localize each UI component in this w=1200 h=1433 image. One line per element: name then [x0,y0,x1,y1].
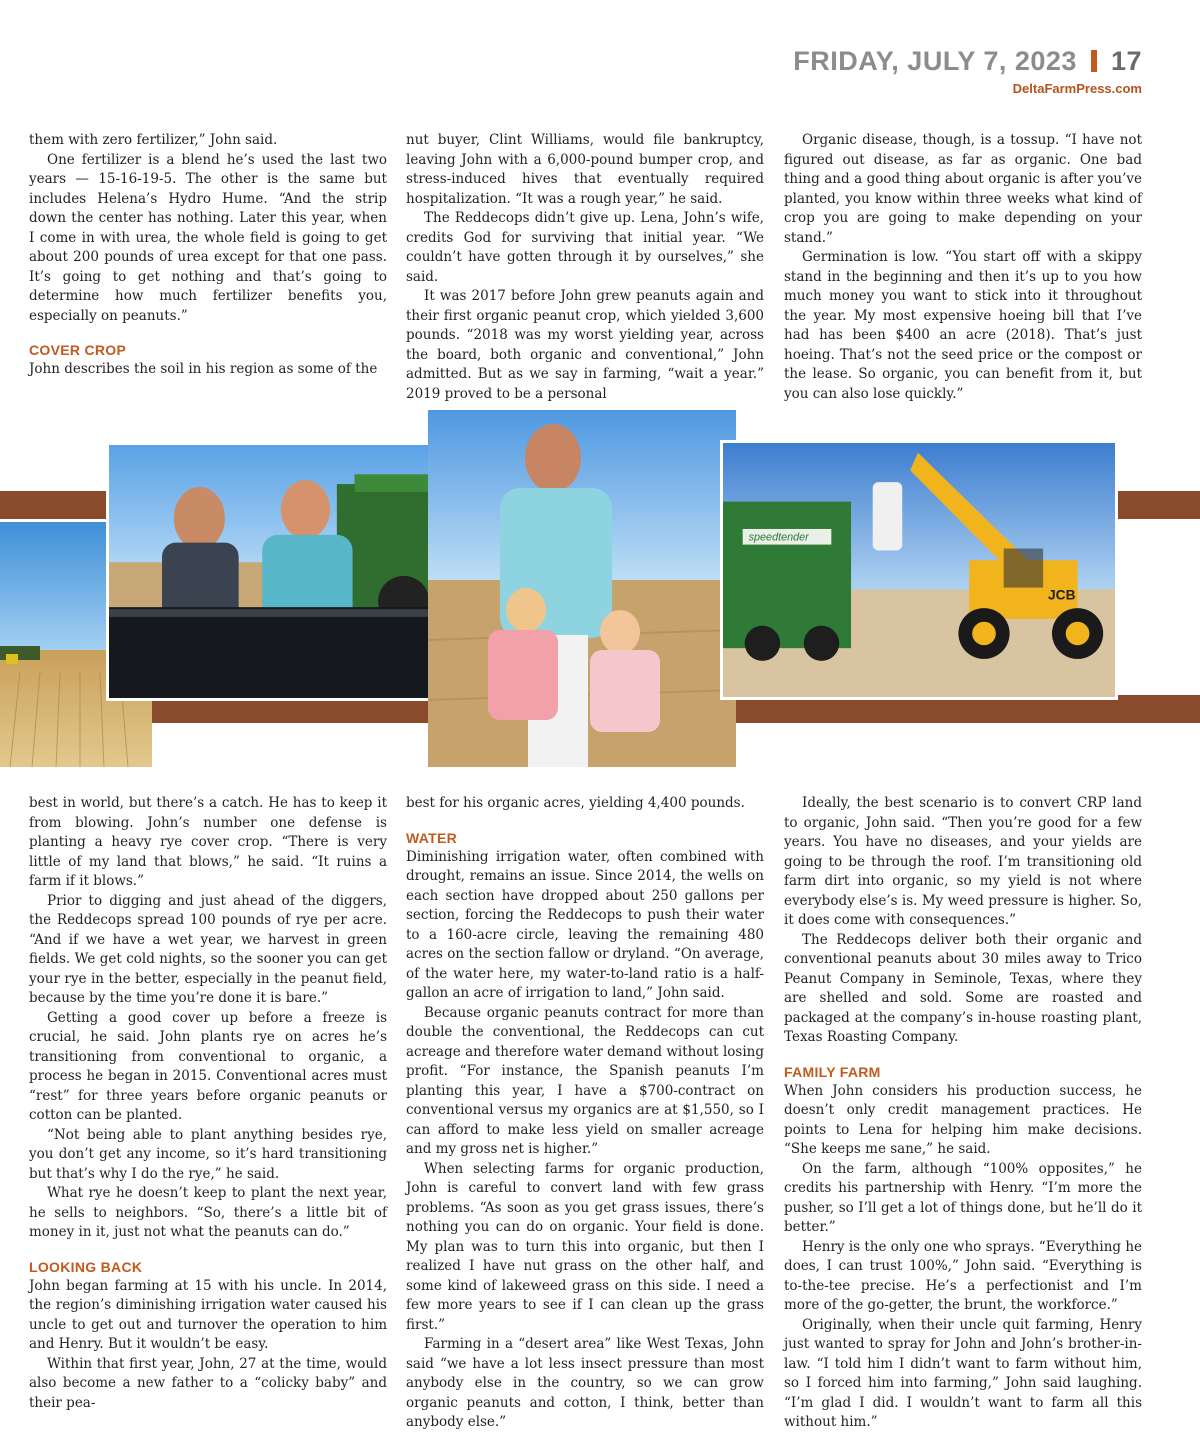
bottom-column-2 [406,794,764,1433]
paragraph: nut buyer, Clint Williams, would file bankruptcy, leaving John with a 6,000-pound bumper crop, and stress-induced hives that eventually required hospitalization. “It was a rough year,” he said. [406,132,764,207]
paragraph: It was 2017 before John grew peanuts again and their first organic peanut crop, which yielded 3,600 pounds. “2018 was my worst yielding year, across the board, both organic and conventional,” John admitted. But as we say in farming, “wait a year.” 2019 proved to be a personal [406,288,764,402]
telehandler-photo [720,440,1118,700]
bottom-column-1 [29,794,387,1413]
top-column-1 [29,131,387,380]
tender-logo-text: speedtender [748,531,809,544]
paragraph: Diminishing irrigation water, often combined with drought, remains an issue. Since 2014, the wells on each section have dropped about 250 gallons per section, forcing the Reddecops to push their water to a 160-acre circle, leaving the remaining 480 acres on the section fallow or dryland. “On average, of the water here, my water-to-land ratio is a half-gallon an acre of irrigation to land,” John said. [406,848,764,1001]
paragraph: One fertilizer is a blend he’s used the last two years — 15-16-19-5. The other is the same but includes Helena’s Hydro Hume. “And the strip down the center has nothing. Later this year, when I come in with urea, the whole field is going to get about 200 pounds of urea except for that one pass. It’s going to get nothing and that’s going to determine how much fertilizer benefits you, especially on peanuts.” [29,151,387,324]
paragraph: When John considers his production success, he doesn’t only credit management practices. He points to Lena for helping him make decisions. “She keeps me sane,” he said. [784,1082,1142,1157]
paragraph: Within that first year, John, 27 at the time, would also become a new father to a “colicky baby” and their pea- [29,1355,387,1411]
page-number: 17 [1110,46,1142,76]
paragraph: What rye he doesn’t keep to plant the next year, he sells to neighbors. “So, there’s a little bit of money in it, just not what the peanuts can do.” [29,1185,387,1240]
paragraph: Prior to digging and just ahead of the diggers, the Reddecops spread 100 pounds of rye per acre. “And if we have a wet year, we harvest in green fields. We get cold nights, so the sooner you can get your rye in the better, especially in the peanut field, because by the time you’re done it is bare.” [29,892,387,1006]
paragraph: “Not being able to plant anything besides rye, you don’t get any income, so it’s hard transitioning but that’s why I do the rye,” he said. [29,1126,387,1182]
paragraph: On the farm, although “100% opposites,” he credits his partnership with Henry. “I’m more the pusher, so I’ll get a lot of things done, but he’ll do it better.” [784,1160,1142,1235]
paragraph: Organic disease, though, is a tossup. “I have not figured out disease, as far as organic. One bad thing and a good thing about organic is after you’ve planted, you know within three weeks what kind of crop you are going to make depending on your stand.” [784,132,1142,246]
top-column-2 [406,131,764,404]
paragraph: Germination is low. “You start off with a skippy stand in the beginning and then it’s up to you how much money you want to stick into it throughout the year. My most expensive hoeing bill that I’ve had has been $400 an acre (2018). That’s just hoeing. That’s not the seed price or the compost or the lease. So organic, you can benefit from it, but you can also lose quickly.” [784,249,1142,402]
paragraph: Ideally, the best scenario is to convert CRP land to organic, John said. “Then you’re good for a few years. You have no diseases, and your yields are going to be through the roof. I’m transitioning old farm dirt into organic, so my yield is not where everybody else’s is. My weed pressure is higher. So, it does come with consequences.” [784,795,1142,928]
paragraph: Farming in a “desert area” like West Texas, John said “we have a lot less insect pressure than most anybody else in the country, so we can grow organic peanuts and cotton, I think, better than anybody else.” [406,1336,764,1430]
section-heading-looking-back: LOOKING BACK [29,1258,143,1275]
bottom-column-3 [784,794,1142,1433]
paragraph: them with zero fertilizer,” John said. [29,132,278,148]
paragraph: When selecting farms for organic production, John is careful to convert land with few grass problems. “As soon as you get grass issues, there’s nothing you can do on organic. Your field is done. My plan was to turn this into organic, but then I realized I have nut grass on the other half, and some kind of lakeweed grass on this side. I need a few more years to see if I can clean up the grass first.” [406,1160,764,1333]
section-heading-family-farm: FAMILY FARM [784,1063,881,1080]
paragraph: The Reddecops didn’t give up. Lena, John’s wife, credits God for surviving that initial year. “We couldn’t have gotten through it by ourselves,” she said. [406,210,764,285]
page-header [793,46,1142,96]
paragraph: The Reddecops deliver both their organic and conventional peanuts about 30 miles away to Trico Peanut Company in Seminole, Texas, where they are shelled and sold. Some are roasted and packaged at the company’s in-house roasting plant, Texas Roasting Company. [784,931,1142,1045]
site-url[interactable]: DeltaFarmPress.com [1012,81,1142,96]
paragraph: Because organic peanuts contract for more than double the conventional, the Reddecops can cut acreage and therefore water demand without losing profit. “For instance, the Spanish peanuts I’m planting this year, I have a $700-contract on conventional versus my organics are at $1,550, so I can afford to make less yield on smaller acreage and my gross net is higher.” [406,1004,764,1157]
section-heading-cover-crop: COVER CROP [29,342,127,358]
issue-date: FRIDAY, JULY 7, 2023 [793,46,1077,76]
two-men-photo [106,442,442,701]
paragraph: best for his organic acres, yielding 4,400 pounds. [406,795,745,811]
top-column-3 [784,131,1142,404]
paragraph: Getting a good cover up before a freeze is crucial, he said. John plants rye on acres he’s transitioning from conventional to organic, a process he began in 2015. Conventional acres must “rest” for three years before organic peanuts or cotton can be planted. [29,1009,387,1123]
family-photo [428,410,736,767]
section-heading-water: WATER [406,829,458,846]
paragraph: John began farming at 15 with his uncle. In 2014, the region’s diminishing irrigation water caused his uncle to get out and turnover the operation to him and Henry. But it wouldn’t be easy. [29,1277,387,1352]
header-divider [1091,50,1097,72]
paragraph: Originally, when their uncle quit farming, Henry just wanted to spray for John and John’s brother-in-law. “I told him I didn’t want to farm without him, so I forced him into farming,” John said laughing. “I’m glad I did. I wouldn’t want to farm all this without him.” [784,1316,1142,1430]
jcb-logo-text: JCB [1048,587,1076,603]
issue-date-line [793,46,1142,77]
paragraph: best in world, but there’s a catch. He has to keep it from blowing. John’s number one defense is planting a heavy rye cover crop. “There is very little of my land that blows,” he said. “It ruins a farm if it blows.” [29,795,387,889]
paragraph: John describes the soil in his region as some of the [29,361,378,377]
paragraph: Henry is the only one who sprays. “Everything he does, I can trust 100%,” John said. “Everything is to-the-tee precise. He’s a perfectionist and I’m more of the go-getter, the brunt, the workforce.” [784,1238,1143,1313]
